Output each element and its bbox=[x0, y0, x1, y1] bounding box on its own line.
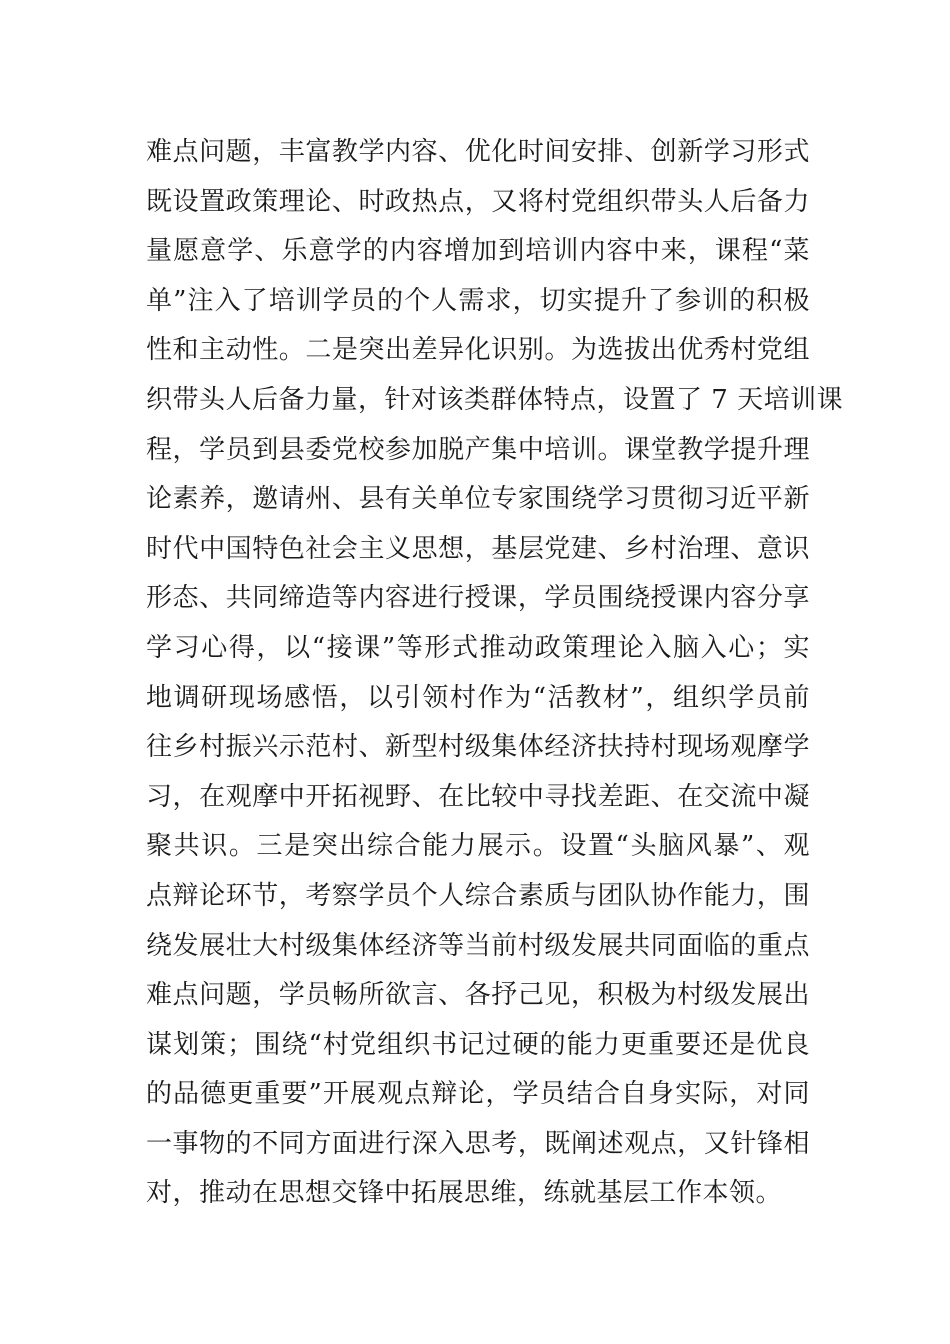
text-line-18: 难点问题，学员畅所欲言、各抒己见，积极为村级发展出 bbox=[146, 980, 810, 1011]
text-line-3: 量愿意学、乐意学的内容增加到培训内容中来，课程“菜 bbox=[146, 236, 810, 267]
text-line-1: 难点问题，丰富教学内容、优化时间安排、创新学习形式 bbox=[146, 137, 810, 167]
text-line-17: 绕发展壮大村级集体经济等当前村级发展共同面临的重点 bbox=[146, 930, 810, 961]
text-line-19: 谋划策；围绕“村党组织书记过硬的能力更重要还是优良 bbox=[146, 1029, 810, 1060]
text-line-16: 点辩论环节，考察学员个人综合素质与团队协作能力，围 bbox=[146, 880, 810, 911]
text-line-15: 聚共识。三是突出综合能力展示。设置“头脑风暴”、观 bbox=[146, 831, 810, 862]
text-line-14: 习，在观摩中开拓视野、在比较中寻找差距、在交流中凝 bbox=[146, 781, 810, 812]
text-line-2: 既设置政策理论、时政热点，又将村党组织带头人后备力 bbox=[146, 186, 810, 217]
text-line-21: 一事物的不同方面进行深入思考，既阐述观点，又针锋相 bbox=[146, 1128, 810, 1159]
text-line-20: 的品德更重要”开展观点辩论，学员结合自身实际，对同 bbox=[146, 1079, 810, 1110]
text-line-7: 程，学员到县委党校参加脱产集中培训。课堂教学提升理 bbox=[146, 434, 810, 465]
body-paragraph bbox=[146, 128, 844, 1219]
text-line-11: 学习心得，以“接课”等形式推动政策理论入脑入心；实 bbox=[146, 632, 810, 663]
text-line-8: 论素养，邀请州、县有关单位专家围绕学习贯彻习近平新 bbox=[146, 484, 810, 515]
text-line-4: 单”注入了培训学员的个人需求，切实提升了参训的积极 bbox=[146, 285, 810, 316]
text-line-9: 时代中国特色社会主义思想，基层党建、乡村治理、意识 bbox=[146, 533, 810, 564]
text-line-22: 对，推动在思想交锋中拓展思维，练就基层工作本领。 bbox=[146, 1178, 783, 1209]
text-line-12: 地调研现场感悟，以引领村作为“活教材”，组织学员前 bbox=[146, 682, 810, 713]
text-line-6: 织带头人后备力量，针对该类群体特点，设置了 7 天培训课 bbox=[146, 384, 844, 415]
text-line-10: 形态、共同缔造等内容进行授课，学员围绕授课内容分享 bbox=[146, 583, 810, 614]
text-line-5: 性和主动性。二是突出差异化识别。为选拔出优秀村党组 bbox=[146, 335, 810, 366]
text-line-13: 往乡村振兴示范村、新型村级集体经济扶持村现场观摩学 bbox=[146, 732, 810, 763]
